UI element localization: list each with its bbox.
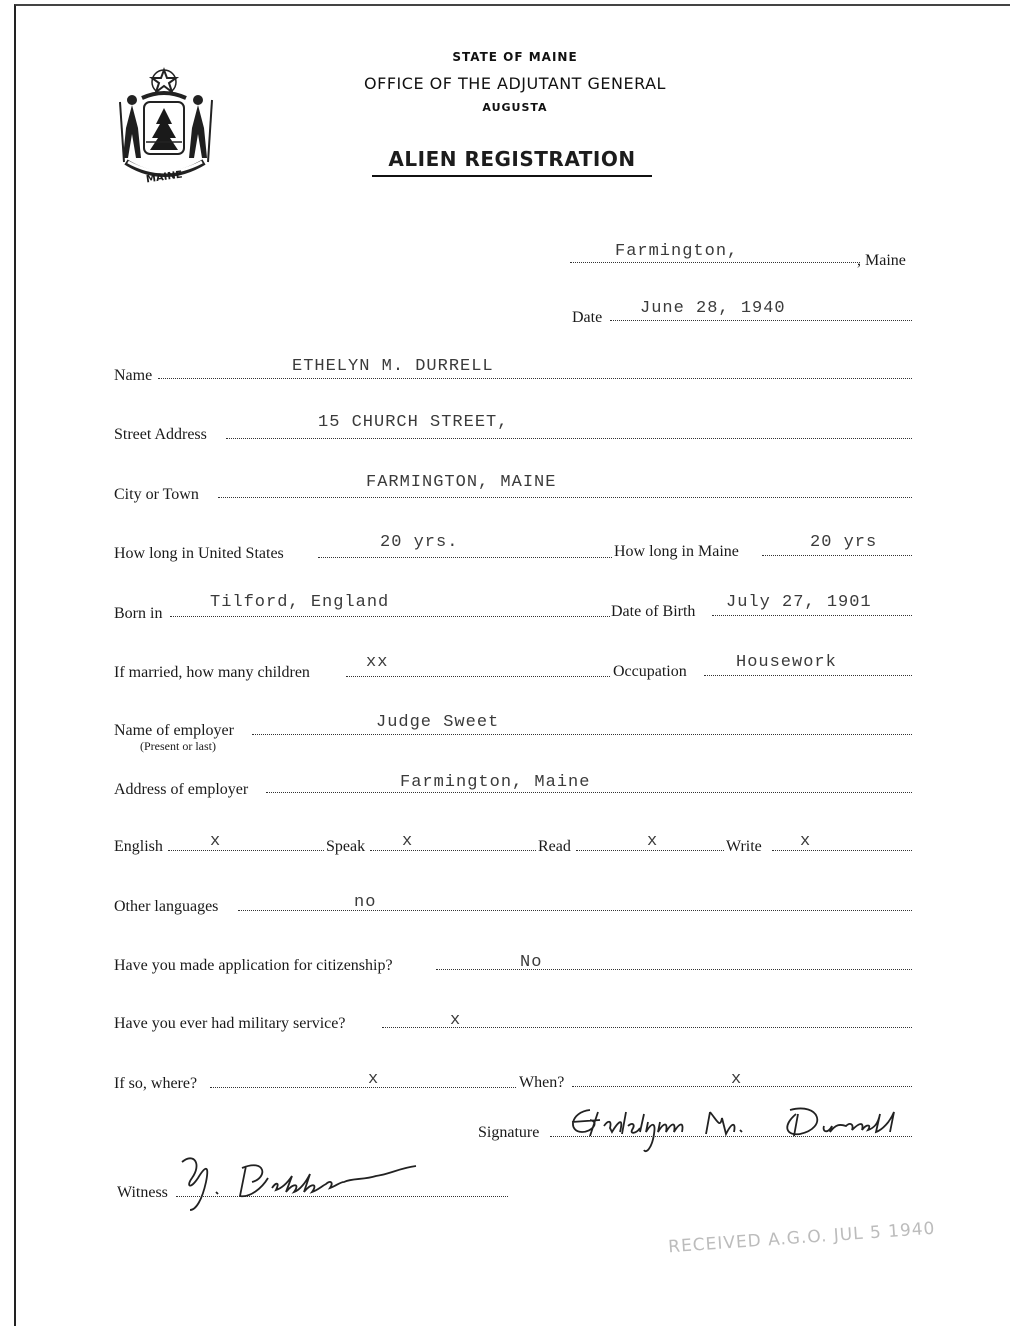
- name-line: [158, 378, 912, 379]
- name-value: ETHELYN M. DURRELL: [292, 357, 494, 376]
- when-value: x: [731, 1070, 743, 1089]
- write-value: x: [800, 832, 812, 851]
- how-long-maine-line: [762, 555, 912, 556]
- military-value: x: [450, 1011, 462, 1030]
- when-label: When?: [519, 1074, 565, 1091]
- where-line: [210, 1087, 516, 1088]
- other-languages-value: no: [354, 893, 377, 912]
- header-city: AUGUSTA: [482, 101, 548, 114]
- date-line: [610, 320, 912, 321]
- employer-address-value: Farmington, Maine: [400, 773, 591, 792]
- occupation-value: Housework: [736, 653, 837, 672]
- header-state: STATE OF MAINE: [452, 50, 578, 64]
- english-line: [168, 850, 324, 851]
- english-value: x: [210, 832, 222, 851]
- employer-sublabel: (Present or last): [140, 739, 216, 753]
- date-label: Date: [572, 309, 603, 326]
- employer-label: Name of employer: [114, 722, 234, 739]
- born-in-label: Born in: [114, 605, 163, 622]
- how-long-maine-label: How long in Maine: [614, 543, 739, 560]
- employer-address-label: Address of employer: [114, 781, 249, 798]
- citizenship-label: Have you made application for citizenship?: [114, 957, 393, 974]
- children-label: If married, how many children: [114, 664, 310, 681]
- military-label: Have you ever had military service?: [114, 1015, 346, 1032]
- military-line: [382, 1027, 912, 1028]
- name-label: Name: [114, 367, 153, 384]
- city-value: FARMINGTON, MAINE: [366, 473, 557, 492]
- speak-label: Speak: [326, 838, 366, 855]
- street-value: 15 CHURCH STREET,: [318, 413, 509, 432]
- witness-label: Witness: [117, 1184, 168, 1201]
- born-in-value: Tilford, England: [210, 593, 390, 612]
- received-stamp: RECEIVED A.G.O. JUL 5 1940: [667, 1218, 937, 1258]
- children-value: xx: [366, 653, 389, 672]
- signature-label: Signature: [478, 1124, 540, 1141]
- occupation-line: [704, 675, 912, 676]
- citizenship-line: [436, 969, 912, 970]
- employer-line: [252, 734, 912, 735]
- read-label: Read: [538, 838, 571, 855]
- how-long-us-value: 20 yrs.: [380, 533, 459, 552]
- dob-label: Date of Birth: [611, 603, 696, 620]
- write-label: Write: [726, 838, 762, 855]
- born-in-line: [170, 616, 610, 617]
- dob-line: [712, 615, 912, 616]
- witness-signature: [176, 1148, 446, 1218]
- read-value: x: [647, 832, 659, 851]
- how-long-maine-value: 20 yrs: [810, 533, 878, 552]
- employer-value: Judge Sweet: [376, 713, 500, 732]
- dob-value: July 27, 1901: [726, 593, 872, 612]
- place-line: [570, 262, 860, 263]
- form-title: ALIEN REGISTRATION: [372, 147, 652, 177]
- where-value: x: [368, 1070, 380, 1089]
- header-office: OFFICE OF THE ADJUTANT GENERAL: [364, 74, 666, 93]
- children-line: [346, 676, 610, 677]
- speak-line: [370, 850, 536, 851]
- date-value: June 28, 1940: [640, 299, 786, 318]
- employer-address-line: [266, 792, 912, 793]
- street-line: [226, 438, 912, 439]
- handwritten-signature: [560, 1092, 930, 1162]
- how-long-us-line: [318, 557, 612, 558]
- other-languages-line: [238, 910, 912, 911]
- place-suffix: , Maine: [857, 252, 906, 269]
- where-label: If so, where?: [114, 1075, 198, 1092]
- how-long-us-label: How long in United States: [114, 545, 284, 562]
- citizenship-value: No: [520, 953, 543, 972]
- english-label: English: [114, 838, 163, 855]
- street-label: Street Address: [114, 426, 207, 443]
- other-languages-label: Other languages: [114, 898, 219, 915]
- occupation-label: Occupation: [613, 663, 687, 680]
- speak-value: x: [402, 832, 414, 851]
- place-value: Farmington,: [615, 242, 739, 261]
- city-label: City or Town: [114, 486, 199, 503]
- write-line: [772, 850, 912, 851]
- city-line: [218, 497, 912, 498]
- seal-label: MAINE: [145, 169, 184, 186]
